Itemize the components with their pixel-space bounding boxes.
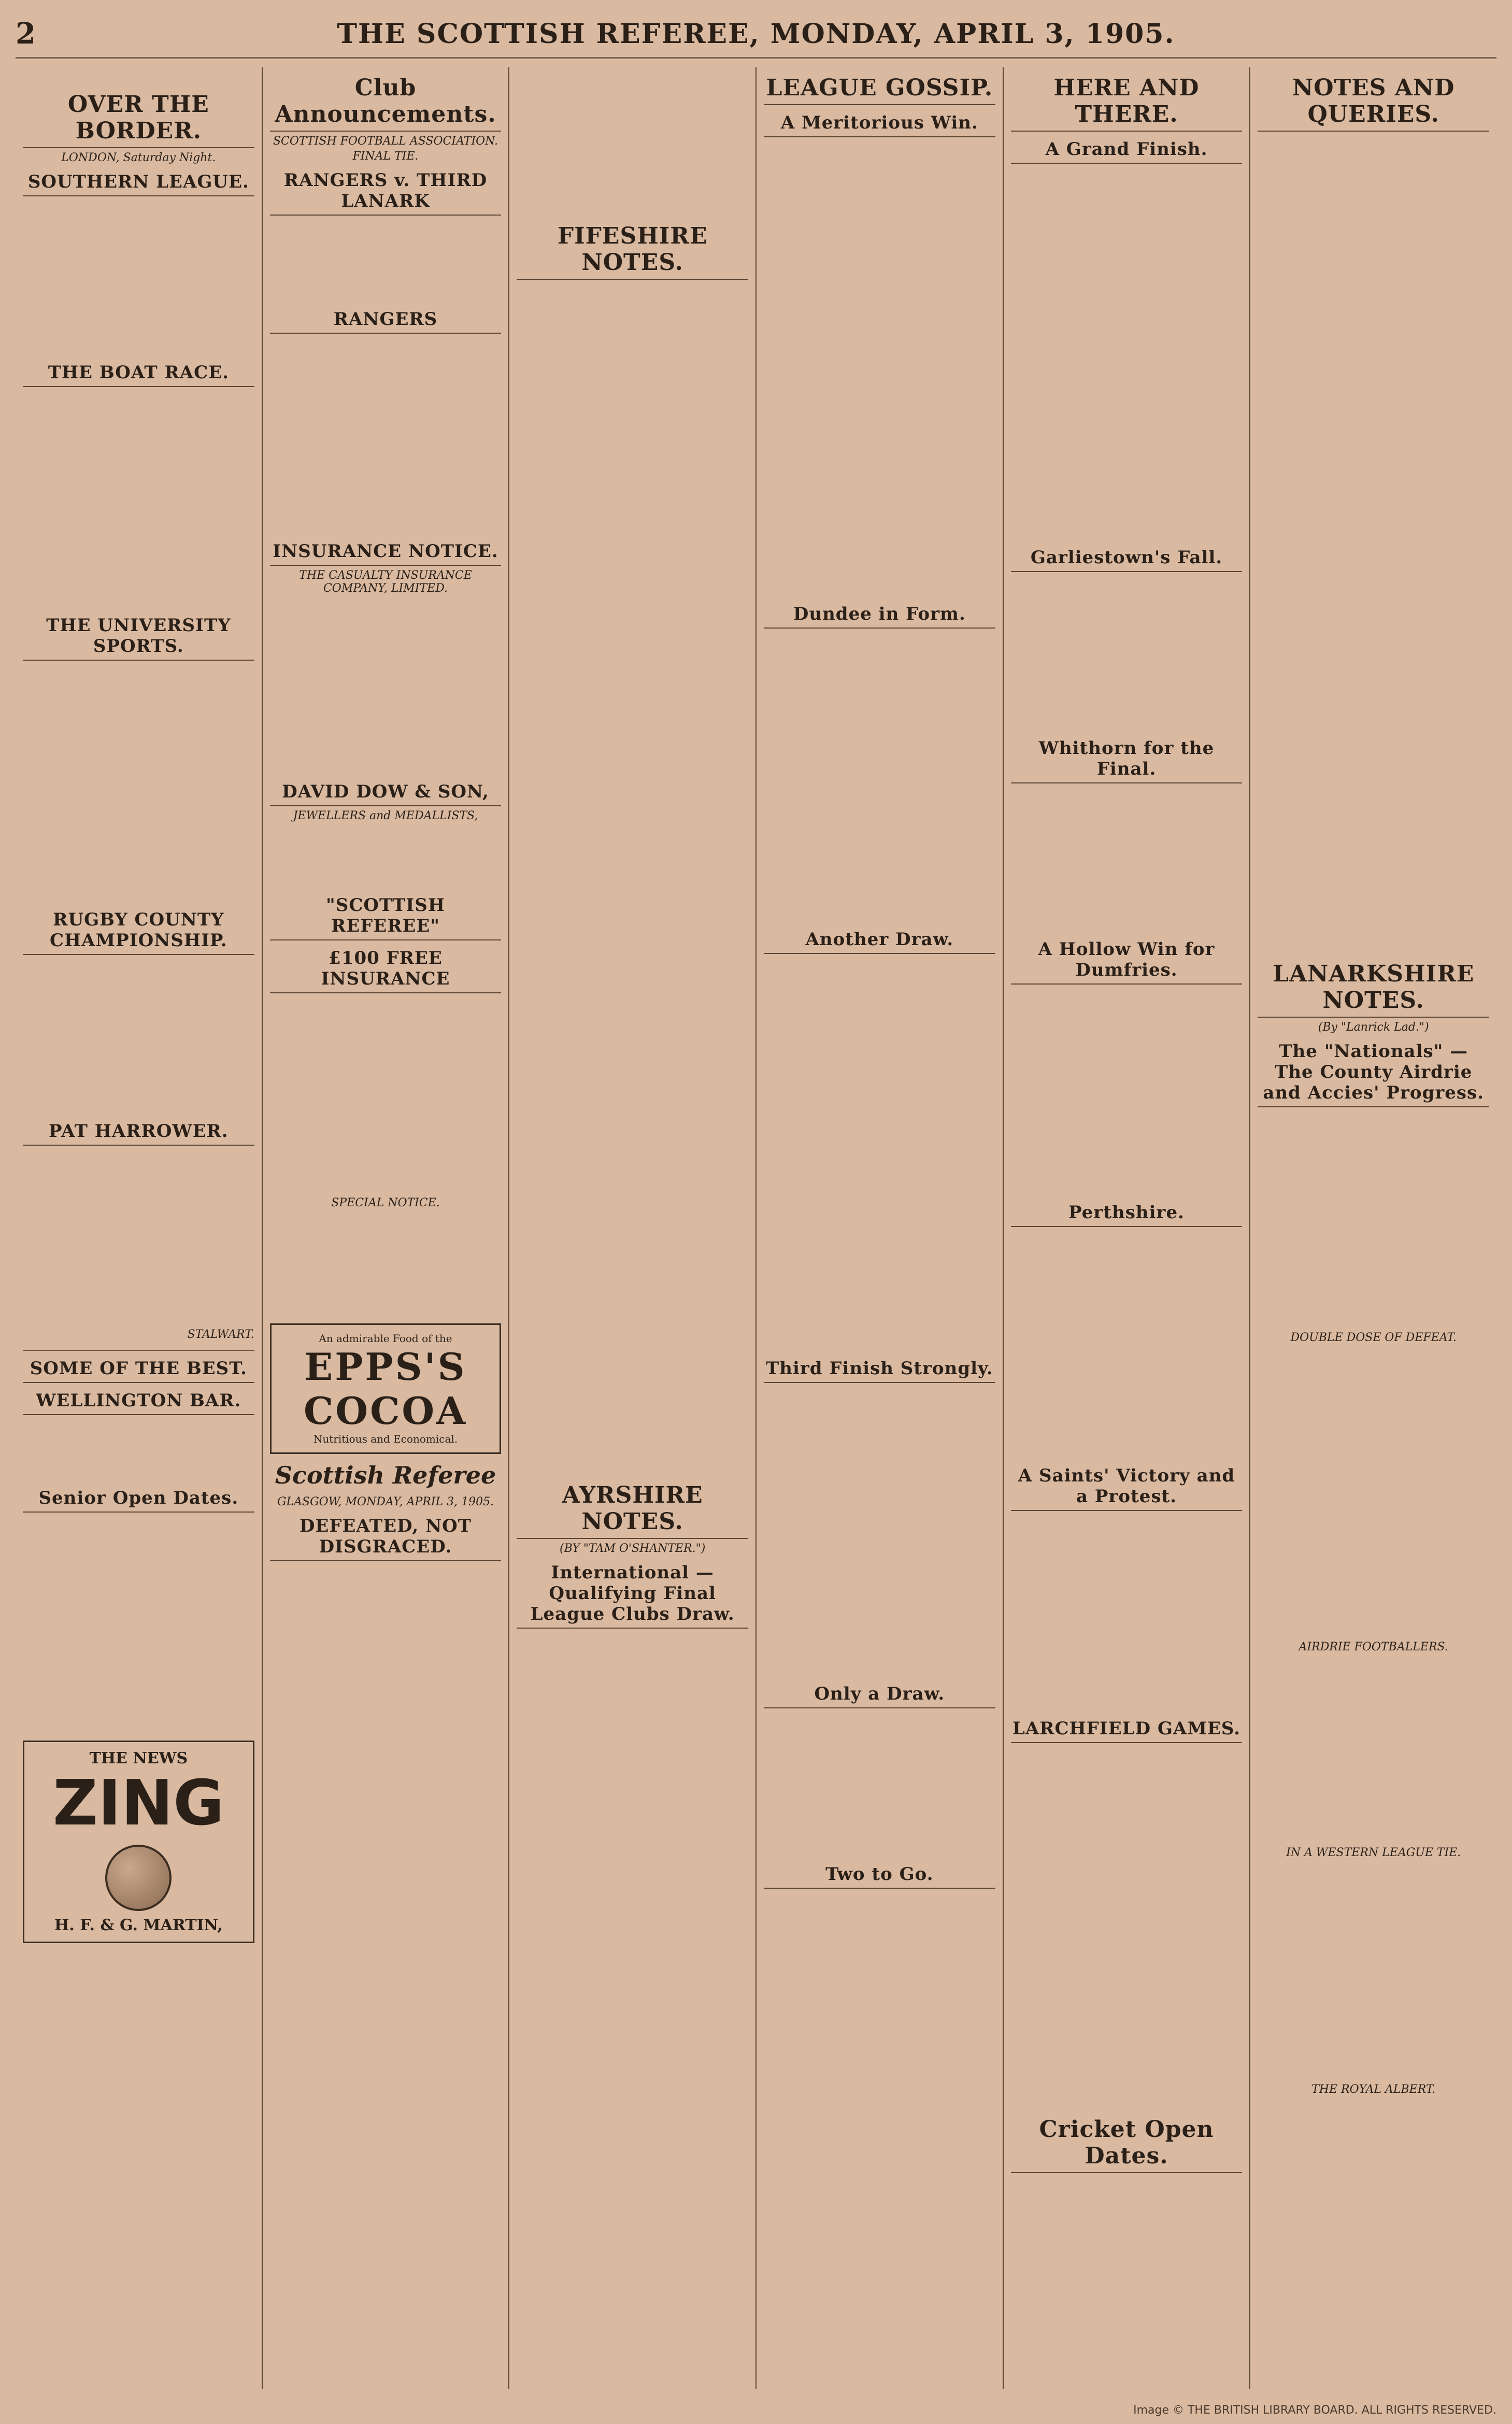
article-text: [23, 199, 254, 355]
subhead: The "Nationals" — The County Airdrie and Accies' Progress.: [1258, 1041, 1489, 1107]
subhead: IN A WESTERN LEAGUE TIE.: [1286, 1846, 1461, 1859]
subhead: WELLINGTON BAR.: [23, 1390, 254, 1415]
article-text: [517, 283, 748, 1475]
announcement-line: SCOTTISH FOOTBALL ASSOCIATION.: [273, 135, 498, 148]
subhead: SOUTHERN LEAGUE.: [23, 172, 254, 196]
subhead: Whithorn for the Final.: [1011, 738, 1243, 783]
masthead: [16, 10, 1496, 59]
insurance-company: THE CASUALTY INSURANCE COMPANY, LIMITED.: [299, 569, 472, 595]
column-3: [509, 67, 757, 2389]
article-text: [23, 1149, 254, 1325]
ad-brand: EPPS'S: [304, 1345, 467, 1389]
subhead: A Saints' Victory and a Protest.: [1011, 1465, 1243, 1511]
section-title: NOTES AND QUERIES.: [1258, 75, 1489, 132]
advertisement-cocoa: [270, 1323, 502, 1454]
article-text: [764, 632, 995, 922]
article-text: [764, 1386, 995, 1676]
notice-text: [270, 996, 502, 1193]
ad-subtitle: JEWELLERS and MEDALLISTS,: [293, 809, 478, 822]
listing-text: [23, 1516, 254, 1733]
listing-text: [1011, 2176, 1243, 2332]
editorial-masthead: Scottish Referee: [275, 1461, 496, 1489]
editorial-title: DEFEATED, NOT DISGRACED.: [270, 1516, 502, 1561]
notice-text: [270, 1213, 502, 1316]
fixture-title: RANGERS: [270, 309, 502, 334]
article-text: [1011, 1230, 1243, 1458]
article-text: [23, 1418, 254, 1480]
results-list: [1011, 1746, 1243, 2109]
ad-title: DAVID DOW & SON,: [270, 781, 502, 806]
section-title: LEAGUE GOSSIP.: [764, 75, 995, 105]
column-4: [757, 67, 1004, 2389]
article-text: [1258, 2099, 1489, 2286]
article-text: [1011, 167, 1243, 540]
article-text: [1011, 787, 1243, 932]
article-text: [1011, 1514, 1243, 1711]
byline: (By "Lanrick Lad."): [1318, 1021, 1429, 1034]
subhead: THE UNIVERSITY SPORTS.: [23, 615, 254, 661]
section-title: AYRSHIRE NOTES.: [517, 1482, 748, 1539]
section-title: Cricket Open Dates.: [1011, 2116, 1243, 2173]
section-title: HERE AND THERE.: [1011, 75, 1243, 132]
section-title: Senior Open Dates.: [23, 1488, 254, 1513]
article-text: [764, 957, 995, 1351]
announcement-text: [270, 337, 502, 534]
section-title: FIFESHIRE NOTES.: [517, 223, 748, 280]
article-text: [1258, 1862, 1489, 2080]
divider: [23, 1345, 254, 1351]
advertisement-zing: [23, 1741, 254, 1943]
notice-title: "SCOTTISH REFEREE": [270, 895, 502, 940]
columns: [16, 67, 1496, 2389]
column-2: [263, 67, 510, 2389]
football-icon: [105, 1845, 172, 1911]
page-number: 2: [16, 17, 36, 51]
ad-product: COCOA: [304, 1389, 467, 1433]
subhead: Two to Go.: [764, 1864, 995, 1889]
editorial-date: GLASGOW, MONDAY, APRIL 3, 1905.: [277, 1495, 494, 1508]
subhead: DOUBLE DOSE OF DEFEAT.: [1290, 1331, 1457, 1344]
announcement-line: FINAL TIE.: [352, 150, 419, 163]
article-text: [23, 664, 254, 902]
article-text: [1258, 1657, 1489, 1843]
section-title: SOME OF THE BEST.: [23, 1358, 254, 1383]
section-title: LANARKSHIRE NOTES.: [1258, 961, 1489, 1018]
article-text: [1258, 1110, 1489, 1328]
ad-text: [270, 825, 502, 888]
editorial-text: [270, 1564, 502, 2134]
article-text: [23, 70, 254, 84]
image-credit: Image © THE BRITISH LIBRARY BOARD. ALL RIGHTS RESERVED.: [1133, 2404, 1496, 2417]
subhead: Perthshire.: [1011, 1202, 1243, 1227]
subhead: AIRDRIE FOOTBALLERS.: [1299, 1641, 1448, 1653]
subhead: THE BOAT RACE.: [23, 362, 254, 387]
article-text: [23, 390, 254, 608]
ad-footer: H. F. & G. MARTIN,: [54, 1916, 223, 1934]
section-title: Club Announcements.: [270, 75, 502, 132]
section-title: LARCHFIELD GAMES.: [1011, 1718, 1243, 1743]
article-text: [764, 1712, 995, 1857]
subhead: Another Draw.: [764, 929, 995, 954]
special-notice: SPECIAL NOTICE.: [331, 1196, 440, 1209]
subhead: A Meritorious Win.: [764, 112, 995, 137]
subhead: International — Qualifying Final League Clubs Draw.: [517, 1562, 748, 1629]
byline: (BY "TAM O'SHANTER."): [560, 1542, 706, 1555]
subhead: Garliestown's Fall.: [1011, 547, 1243, 572]
column-5: [1004, 67, 1251, 2389]
subhead: A Hollow Win for Dumfries.: [1011, 939, 1243, 985]
subhead: A Grand Finish.: [1011, 139, 1243, 164]
column-6: [1250, 67, 1496, 2389]
fixture-title: RANGERS v. THIRD LANARK: [270, 170, 502, 216]
article-text: [517, 1632, 748, 2202]
article-text: [517, 70, 748, 216]
article-text: [764, 140, 995, 596]
article-text: [1011, 988, 1243, 1195]
announcement-text: [270, 219, 502, 302]
subhead: PAT HARROWER.: [23, 1121, 254, 1146]
subhead: Dundee in Form.: [764, 604, 995, 629]
section-title: OVER THE BORDER.: [23, 91, 254, 148]
section-title: INSURANCE NOTICE.: [270, 541, 502, 566]
subhead: RUGBY COUNTY CHAMPIONSHIP.: [23, 909, 254, 955]
article-text: [1258, 1347, 1489, 1637]
ad-brand: ZING: [53, 1767, 224, 1840]
subhead: Third Finish Strongly.: [764, 1358, 995, 1383]
insurance-text: [270, 598, 502, 774]
ad-title: THE NEWS: [89, 1749, 188, 1767]
newspaper-title: THE SCOTTISH REFEREE, MONDAY, APRIL 3, 1905.: [337, 18, 1175, 50]
notice-subtitle: £100 FREE INSURANCE: [270, 948, 502, 993]
subhead: THE ROYAL ALBERT.: [1311, 2083, 1436, 2096]
section-subtitle: LONDON, Saturday Night.: [61, 151, 216, 164]
byline: STALWART.: [187, 1328, 254, 1341]
ad-line: Nutritious and Economical.: [313, 1433, 458, 1445]
subhead: Only a Draw.: [764, 1684, 995, 1708]
article-text: [1011, 575, 1243, 731]
queries-text: [1258, 135, 1489, 953]
ad-line: An admirable Food of the: [319, 1332, 452, 1345]
article-text: [23, 958, 254, 1114]
article-text: [764, 1892, 995, 2203]
column-1: [16, 67, 263, 2389]
